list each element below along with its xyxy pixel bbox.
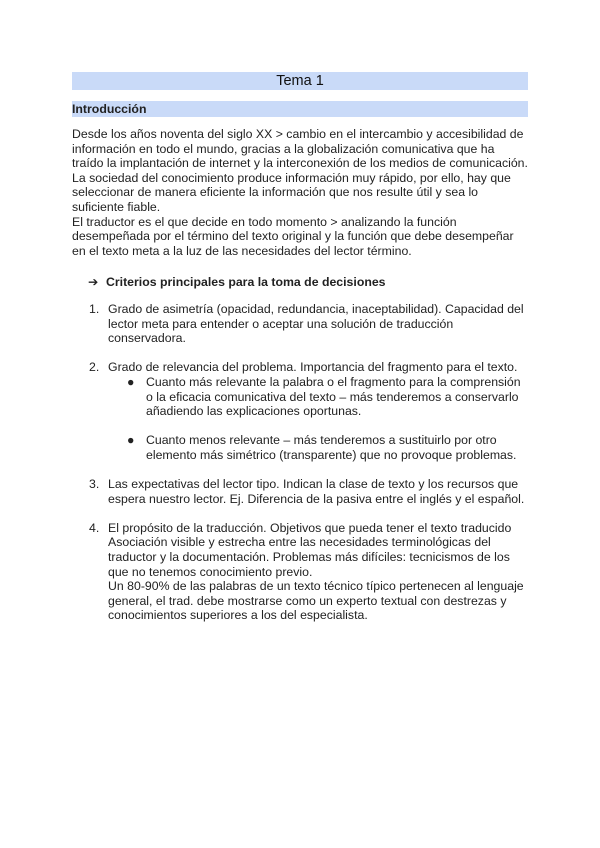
spacer <box>108 419 528 434</box>
list-item-extra: Un 80-90% de las palabras de un texto técnico típico pertenecen al lenguaje general, el trad. debe mostrarse como un experto textual con destrezas y conocimientos superiores a los del especialista. <box>108 579 524 623</box>
page-title: Tema 1 <box>72 72 528 90</box>
bullet-text: Cuanto menos relevante – más tenderemos a sustituirlo por otro elemento más simétrico (transparente) que no provoque problemas. <box>146 433 517 462</box>
bullet-item <box>108 433 528 462</box>
intro-paragraph: El traductor es el que decide en todo momento > analizando la función desempeñada por el término del texto original y la función que debe desempeñar en el texto meta a la luz de las necesidades del lector término. <box>72 214 514 258</box>
section-heading: Introducción <box>72 101 528 117</box>
criteria-list <box>72 302 528 623</box>
list-item-extra: Asociación visible y estrecha entre las necesidades terminológicas del traductor y la documentación. Problemas más difíciles: tecnicismos de los que no tenemos conocimiento previo. <box>108 535 510 579</box>
list-item <box>72 521 528 623</box>
list-item-text: Grado de relevancia del problema. Importancia del fragmento para el texto. <box>108 360 518 375</box>
list-number: 1. <box>89 301 100 316</box>
criteria-heading-text: Criterios principales para la toma de decisiones <box>106 275 386 290</box>
intro-text <box>72 127 528 258</box>
bullet-icon: ● <box>127 374 135 389</box>
bullet-text: Cuanto más relevante la palabra o el fragmento para la comprensión o la eficacia comunicativa del texto – más tenderemos a conservarlo añadiendo las explicaciones oportunas. <box>146 374 521 419</box>
list-item-text: Grado de asimetría (opacidad, redundancia, inaceptabilidad). Capacidad del lector meta para entender o aceptar una solución de traducción conservadora. <box>108 301 524 346</box>
list-item <box>72 302 528 346</box>
list-item <box>72 360 528 462</box>
bullet-item <box>108 375 528 419</box>
list-number: 2. <box>89 360 100 375</box>
document-page <box>72 72 528 638</box>
list-number: 4. <box>89 520 100 535</box>
intro-paragraph: La sociedad del conocimiento produce información muy rápido, por ello, hay que seleccionar de manera eficiente la información que nos resulte útil y sea lo suficiente fiable. <box>72 170 511 214</box>
bullet-list <box>108 375 528 463</box>
criteria-heading <box>88 275 528 290</box>
bullet-icon: ● <box>127 433 135 448</box>
arrow-right-icon: ➔ <box>88 275 99 290</box>
list-item-text: El propósito de la traducción. Objetivos que pueda tener el texto traducido <box>108 520 512 535</box>
list-item-text: Las expectativas del lector tipo. Indican la clase de texto y los recursos que espera nuestro lector. Ej. Diferencia de la pasiva entre el inglés y el español. <box>108 477 525 506</box>
list-item <box>72 477 528 506</box>
list-number: 3. <box>89 477 100 492</box>
intro-paragraph: Desde los años noventa del siglo XX > cambio en el intercambio y accesibilidad de información en todo el mundo, gracias a la globalización comunicativa que ha traído la implantación de internet y la interconexión de los medios de comunicación. <box>72 127 528 171</box>
